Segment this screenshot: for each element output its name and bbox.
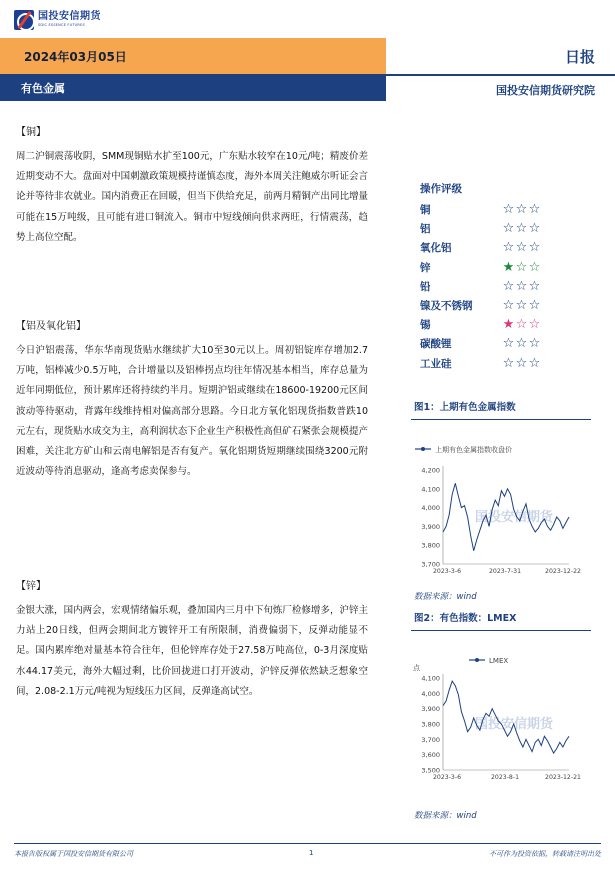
y-tick-label: 4,000 [421,689,440,698]
figure-1-source: 数据来源：wind [414,592,477,602]
rating-row [420,354,590,373]
rating-name: 锡 [420,319,431,332]
rating-stars [502,299,541,312]
rating-row [420,200,590,219]
ratings-title: 操作评级 [420,183,462,195]
rating-row [420,277,590,296]
rating-row [420,258,590,277]
rating-stars [502,337,541,350]
empty-star-icon: ☆ [528,355,541,371]
header-divider [386,74,615,76]
y-tick-label: 3,800 [421,720,440,729]
figure-2-source: 数据来源：wind [414,811,477,821]
aluminium-section [16,318,368,482]
empty-star-icon: ☆ [502,221,515,237]
empty-star-icon: ☆ [515,355,528,371]
logo-name: 国投安信期货 [38,11,101,23]
empty-star-icon: ☆ [515,259,528,275]
empty-star-icon: ☆ [528,259,541,275]
chart-legend [469,657,508,665]
empty-star-icon: ☆ [528,298,541,314]
rating-row [420,238,590,257]
x-tick-label: 2023-3-6 [432,568,462,575]
page-number: 1 [309,849,314,857]
rating-stars [502,318,541,331]
empty-star-icon: ☆ [515,278,528,294]
x-tick-label: 2023-12-22 [545,568,581,575]
rating-stars [502,203,541,216]
report-date: 2024年03月05日 [24,50,127,64]
empty-star-icon: ☆ [515,240,528,256]
y-tick-label: 4,200 [421,466,440,475]
legend-label: LMEX [489,657,509,665]
empty-star-icon: ☆ [502,355,515,371]
rating-stars [502,261,541,274]
date-bar [0,38,386,74]
rating-stars [502,222,541,235]
rating-name: 铅 [420,280,431,293]
empty-star-icon: ☆ [502,278,515,294]
rating-stars [502,241,541,254]
operation-ratings [420,181,590,373]
empty-star-icon: ☆ [528,317,541,333]
rating-name: 碳酸锂 [420,338,452,351]
rating-row [420,219,590,238]
report-category: 有色金属 [21,82,65,95]
legend-marker-icon [475,658,479,662]
rating-row [420,334,590,353]
y-tick-label: 4,100 [421,674,440,683]
rating-name: 铝 [420,223,431,236]
y-tick-label: 3,900 [421,522,440,531]
legend-marker-icon [421,447,425,451]
x-tick-label: 2023-7-31 [488,568,522,575]
rating-stars [502,357,541,370]
empty-star-icon: ☆ [515,317,528,333]
y-tick-label: 3,500 [421,766,440,775]
x-tick-label: 2023-3-6 [432,774,462,781]
zinc-title: 【锌】 [16,581,46,592]
filled-star-icon: ★ [502,317,515,333]
empty-star-icon: ☆ [515,298,528,314]
empty-star-icon: ☆ [515,221,528,237]
figure-1-chart [411,424,591,584]
rating-stars [502,280,541,293]
y-tick-label: 3,700 [421,735,440,744]
chart-legend [415,445,512,454]
empty-star-icon: ☆ [528,202,541,218]
legend-label: 上期有色金属指数收盘价 [435,446,512,454]
rating-name: 工业硅 [420,357,452,370]
copper-title: 【铜】 [16,127,46,138]
logo-english-name: SDIC ESSENCE FUTURES [38,23,85,28]
x-tick-label: 2023-12-21 [545,774,581,781]
zinc-body: 金银大涨，国内两会，宏观情绪偏乐观，叠加国内三月中下旬炼厂检修增多，沪锌主力站上20日线，但两会期间北方镀锌开工有所限制，消费偏弱下，反弹动能显不足。国内累库绝对量基本符合往年，但伦锌库存处于27.58万吨高位，0-3月深度贴水44.17美元，海外大幅过剩，比价回拢进口打开波动，沪锌反弹依然缺乏想象空间，2.08-2.1万元/吨视为短线压力区间，反弹逢高试空。 [16,605,368,697]
y-tick-label: 4,000 [421,504,440,513]
copper-section [16,124,368,248]
rating-name: 铜 [420,204,431,217]
figure-1-title: 图1：上期有色金属指数 [414,402,516,413]
footer-copyright: 本报告版权属于国投安信期货有限公司 [14,850,133,858]
figure-2-chart [411,636,591,802]
empty-star-icon: ☆ [528,221,541,237]
empty-star-icon: ☆ [502,240,515,256]
logo-icon [14,10,34,30]
company-logo [14,9,101,31]
rating-name: 镍及不锈钢 [420,300,473,313]
figure-2-rule [411,630,591,631]
y-tick-label: 4,100 [421,485,440,494]
y-tick-label: 3,800 [421,541,440,550]
empty-star-icon: ☆ [528,336,541,352]
aluminium-body: 今日沪铝震荡，华东华南现货贴水继续扩大10至30元以上。周初铝锭库存增加2.7万吨，铝棒减少0.5万吨，合计增量以及铝棒拐点均往年情况基本相当，库存总量为近年同期低位，预计累库还将持续约半月。短期沪铝或继续在18600-19200元区间波动等待驱动，背露年线维持相对偏高部分思路。今日北方氧化铝现货指数普跌10元左右，现货贴水成交为主，高利润状态下企业生产积极性高但矿石紧张会规模提产困难，关注北方矿山和云南电解铝是否有复产。氧化铝期货短期继续围绕3200元附近波动等待消息驱动，逢高考虑卖保参与。 [16,345,368,478]
rating-name: 锌 [420,261,431,274]
filled-star-icon: ★ [502,259,515,275]
rating-name: 氧化铝 [420,242,452,255]
empty-star-icon: ☆ [515,336,528,352]
empty-star-icon: ☆ [528,240,541,256]
y-tick-label: 3,600 [421,751,440,760]
watermark: 国投安信期货 [474,510,554,525]
empty-star-icon: ☆ [502,202,515,218]
footer-disclaimer: 不可作为投资依据，转载请注明出处 [489,850,601,858]
x-tick-label: 2023-8-1 [490,774,520,781]
empty-star-icon: ☆ [528,278,541,294]
y-tick-label: 3,700 [421,560,440,569]
category-bar [0,74,386,101]
aluminium-title: 【铝及氧化铝】 [16,321,86,332]
figure-1-rule [411,419,591,420]
zinc-section [16,578,368,702]
y-unit-label: 点 [413,664,420,672]
watermark: 国投安信期货 [474,717,554,732]
empty-star-icon: ☆ [502,298,515,314]
empty-star-icon: ☆ [515,202,528,218]
institute-name: 国投安信期货研究院 [496,84,595,97]
y-tick-label: 3,900 [421,705,440,714]
empty-star-icon: ☆ [502,336,515,352]
copper-body: 周二沪铜震荡收阴，SMM现铜贴水扩至100元，广东贴水较窄在10元/吨；精废价差近期变动不大。盘面对中国刺激政策规模持谨慎态度，海外本周关注鲍威尔听证会言论并等待非农就业。国内消费正在回暖，但当下供给充足，前两月精铜产出同比增量可能在15万吨级，且可能有进口铜流入。铜市中短线倾向供求两旺，行情震荡，趋势上高位空配。 [16,151,368,243]
rating-row [420,296,590,315]
report-type: 日报 [564,48,595,66]
figure-2-title: 图2：有色指数：LMEX [414,613,517,624]
rating-row [420,315,590,334]
footer-divider [14,843,601,844]
